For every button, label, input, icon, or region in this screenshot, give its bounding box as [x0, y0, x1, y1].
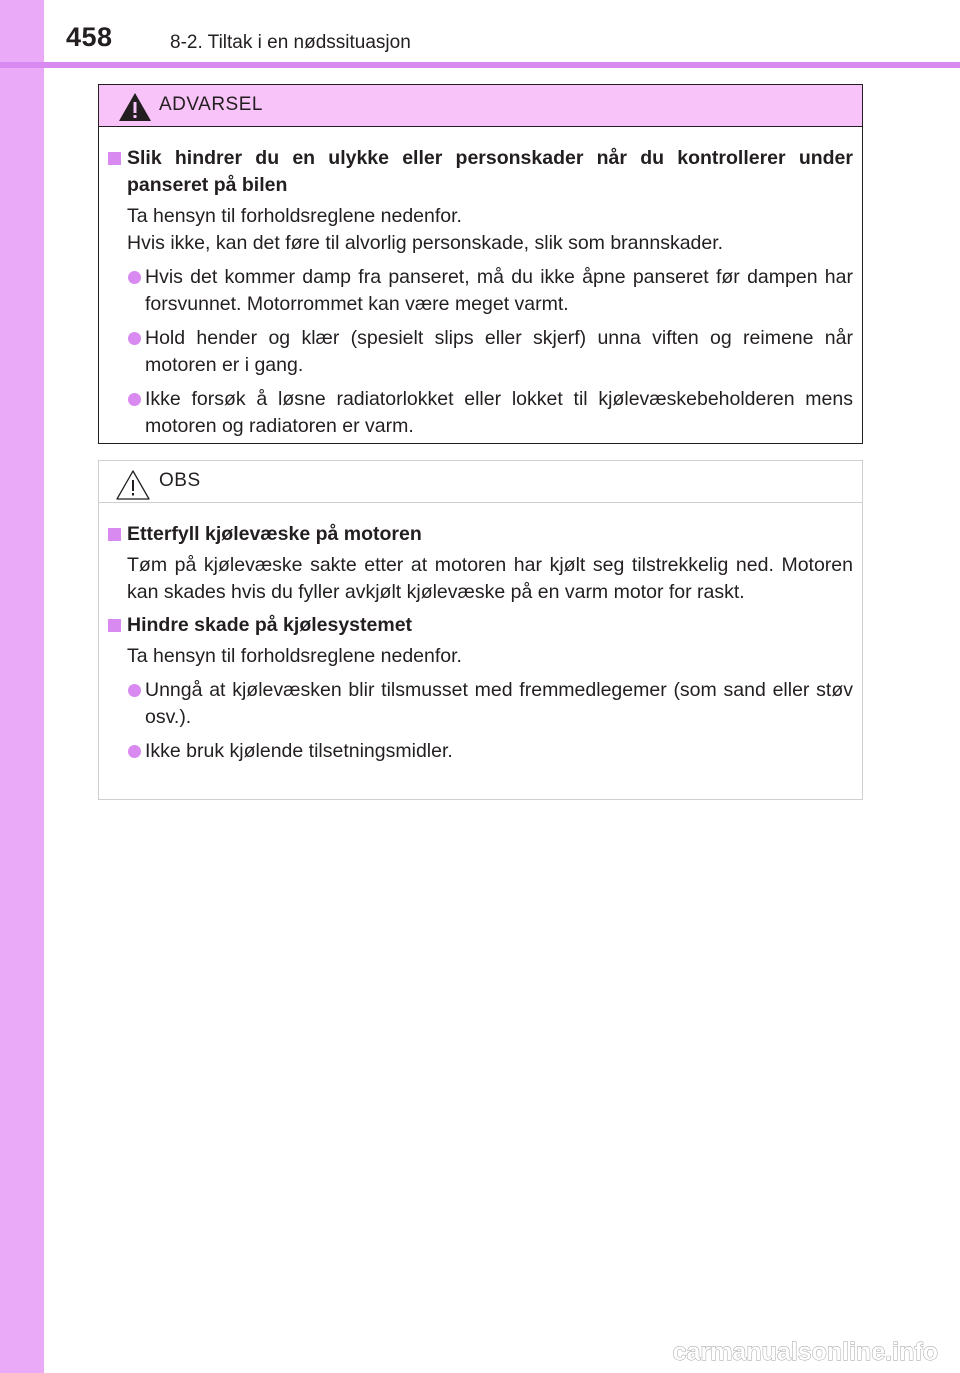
square-bullet-icon — [108, 619, 121, 632]
round-bullet-icon — [128, 393, 141, 406]
notice-heading-2 — [107, 612, 853, 639]
notice-heading-2-text: Hindre skade på kjølesystemet — [127, 614, 413, 636]
warning-heading — [107, 145, 853, 199]
side-strip — [0, 0, 44, 1373]
round-bullet-icon — [128, 745, 141, 758]
warning-bullet — [107, 264, 853, 318]
square-bullet-icon — [108, 152, 121, 165]
notice-body — [99, 503, 862, 765]
round-bullet-icon — [128, 332, 141, 345]
notice-box — [98, 460, 863, 800]
warning-bullet-text: Ikke forsøk å løsne radiatorlokket eller lokket til kjølevæskebeholderen mens motoren og radiatoren er varm. — [145, 388, 853, 437]
page-number: 458 — [66, 22, 113, 52]
warning-body — [99, 127, 862, 440]
warning-intro — [107, 203, 853, 257]
watermark-text: carmanualsonline.info — [672, 1338, 938, 1366]
round-bullet-icon — [128, 271, 141, 284]
square-bullet-icon — [108, 528, 121, 541]
notice-heading-1 — [107, 521, 853, 548]
notice-bullet — [107, 677, 853, 731]
header-rule — [0, 62, 960, 68]
notice-label: OBS — [159, 470, 201, 491]
warning-bullet — [107, 386, 853, 440]
notice-bullet-text: Ikke bruk kjølende tilsetningsmidler. — [145, 740, 453, 762]
warning-intro-line2: Hvis ikke, kan det føre til alvorlig personskade, slik som brannskader. — [127, 232, 724, 254]
watermark — [620, 1334, 940, 1368]
warning-triangle-icon — [117, 91, 153, 123]
warning-label: ADVARSEL — [159, 94, 263, 115]
notice-box-header — [99, 461, 862, 503]
section-title: 8-2. Tiltak i en nødssituasjon — [170, 32, 411, 53]
notice-heading-1-text: Etterfyll kjølevæske på motoren — [127, 523, 422, 545]
notice-text-1: Tøm på kjølevæske sakte etter at motoren har kjølt seg tilstrekkelig ned. Motoren kan skades hvis du fyller avkjølt kjølevæske på en varm motor for raskt. — [127, 554, 853, 603]
warning-bullet — [107, 325, 853, 379]
notice-bullet — [107, 738, 853, 765]
notice-text-2: Ta hensyn til forholdsreglene nedenfor. — [127, 645, 462, 667]
warning-box-header — [99, 85, 862, 127]
warning-heading-text: Slik hindrer du en ulykke eller personskader når du kontrollerer under panseret på bilen — [127, 147, 853, 196]
warning-bullet-text: Hold hender og klær (spesielt slips eller skjerf) unna viften og reimene når motoren er i gang. — [145, 327, 853, 376]
warning-box — [98, 84, 863, 444]
notice-bullet-text: Unngå at kjølevæsken blir tilsmusset med fremmedlegemer (som sand eller støv osv.). — [145, 679, 853, 728]
warning-intro-line1: Ta hensyn til forholdsreglene nedenfor. — [127, 205, 462, 227]
round-bullet-icon — [128, 684, 141, 697]
warning-bullet-text: Hvis det kommer damp fra panseret, må du ikke åpne panseret før dampen har forsvunnet. Motorrommet kan være meget varmt. — [145, 266, 853, 315]
caution-triangle-icon — [115, 469, 151, 501]
